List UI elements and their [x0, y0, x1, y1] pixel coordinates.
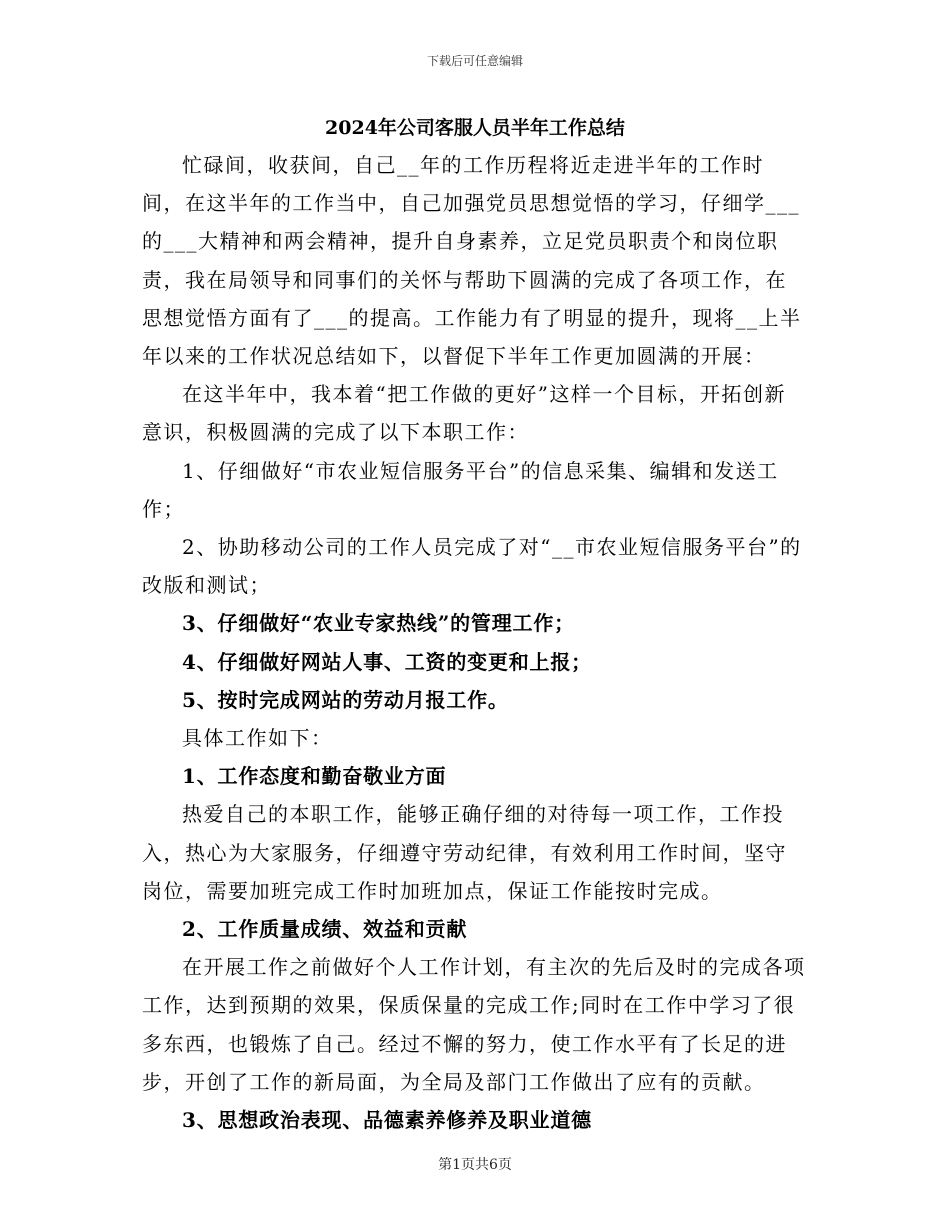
paragraph: 3、仔细做好“农业专家热线”的管理工作； — [182, 611, 575, 636]
paragraph: 1、仔细做好“市农业短信服务平台”的信息采集、编辑和发送工作； — [142, 458, 779, 521]
document-title: 2024年公司客服人员半年工作总结 — [325, 117, 625, 139]
paragraph: 5、按时完成网站的劳动月报工作。 — [182, 687, 509, 712]
paragraph: 忙碌间，收获间，自己__年的工作历程将近走进半年的工作时间，在这半年的工作当中，自己加强党员思想觉悟的学习，仔细学___的___大精神和两会精神，提升自身素养，立足党员职责个和岗位职责，我在局领导和同事们的关怀与帮助下圆满的完成了各项工作，在思想觉悟方面有了___的提高。工作能力有了明显的提升，现将__上半年以来的工作状况总结如下，以督促下半年工作更加圆满的开展： — [142, 153, 802, 369]
section-heading: 1、工作态度和勤奋敬业方面 — [182, 764, 447, 789]
page-number: 第1页共6页 — [438, 1157, 512, 1173]
document-body — [142, 146, 806, 1139]
paragraph: 在这半年中，我本着“把工作做的更好”这样一个目标，开拓创新意识，积极圆满的完成了以下本职工作： — [142, 382, 786, 445]
paragraph: 热爱自己的本职工作，能够正确仔细的对待每一项工作，工作投入，热心为大家服务，仔细遵守劳动纪律，有效利用工作时间，坚守岗位，需要加班完成工作时加班加点，保证工作能按时完成。 — [142, 802, 787, 903]
paragraph: 4、仔细做好网站人事、工资的变更和上报； — [182, 649, 592, 674]
paragraph: 具体工作如下： — [182, 726, 333, 751]
section-heading: 3、思想政治表现、品德素养修养及职业道德 — [182, 1108, 592, 1133]
page-header-note: 下载后可任意编辑 — [426, 54, 523, 68]
paragraph: 2、协助移动公司的工作人员完成了对“__市农业短信服务平台”的改版和测试； — [142, 535, 802, 598]
paragraph: 在开展工作之前做好个人工作计划，有主次的先后及时的完成各项工作，达到预期的效果，保质保量的完成工作;同时在工作中学习了很多东西，也锻炼了自己。经过不懈的努力，使工作水平有了长足的进步，开创了工作的新局面，为全局及部门工作做出了应有的贡献。 — [142, 955, 806, 1094]
section-heading: 2、工作质量成绩、效益和贡献 — [182, 917, 468, 942]
